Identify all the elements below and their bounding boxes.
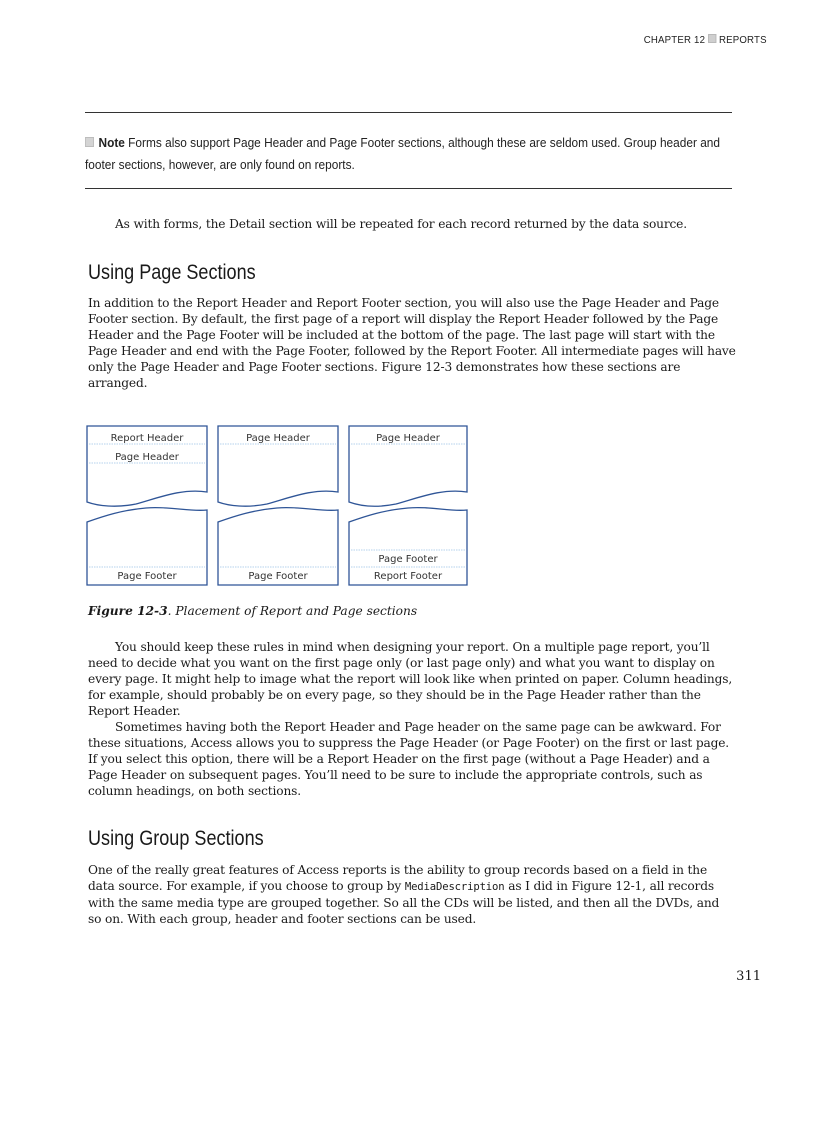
bottom-panel-1 [87, 508, 207, 585]
section-label: REPORTS [719, 34, 767, 46]
intro-paragraph: As with forms, the Detail section will be repeated for each record returned by the data source. [115, 217, 687, 231]
bottom-panel-3 [349, 508, 467, 585]
section-heading-group [88, 827, 292, 851]
group-sections-heading: Using Group Sections [88, 827, 264, 850]
note-top-rule [85, 112, 732, 113]
rules-paragraph-1: You should keep these rules in mind when designing your report. On a multiple page report, you’ll need to decide what you want on the first page only (or last page only) and what you want to display on every page. It might help to image what the report will look like when printed on paper. Column headings, for example, should probably be on every page, so they should be in the Page Header rather than the Report Header. [88, 640, 733, 718]
bottom-panel-3-line-2: Report Footer [373, 571, 443, 582]
top-panel-1-line-2: Page Header [115, 452, 179, 463]
page-sections-heading: Using Page Sections [88, 261, 256, 284]
group-paragraph-part-2: as I did in Figure 12-1, all records with the same media type are grouped together. So all the CDs will be listed, and then all the DVDs, and so on. With each group, header and footer sections can be used. [88, 879, 720, 926]
top-panel-1-line-1: Report Header [110, 433, 184, 444]
figure-12-3-diagram [86, 424, 476, 590]
caption-text: . Placement of Report and Page sections [167, 604, 418, 618]
group-sections-paragraph [88, 862, 736, 927]
group-paragraph-part-1: One of the really great features of Access reports is the ability to group records based on a field in the data source. For example, if you choose to group by [88, 863, 708, 893]
figure-caption [88, 604, 417, 618]
bottom-panel-3-line-1: Page Footer [378, 554, 438, 565]
top-panel-2-line-1: Page Header [246, 433, 310, 444]
code-media-description: MediaDescription [404, 881, 505, 893]
rules-paragraph-2: Sometimes having both the Report Header and Page header on the same page can be awkward. For these situations, Access allows you to suppress the Page Header (or Page Footer) on the first or last page. If you select this option, there will be a Report Header on the first page (without a Page Header) and a Page Header on subsequent pages. You’ll need to be sure to include the appropriate controls, such as column headings, on both sections. [88, 720, 730, 798]
page-number: 311 [736, 969, 761, 984]
top-panel-1 [87, 426, 207, 506]
top-panel-2 [218, 426, 338, 506]
caption-label: Figure 12-3 [88, 604, 168, 618]
note-label: Note [98, 135, 125, 150]
chapter-label: CHAPTER 12 [643, 34, 706, 46]
bottom-panel-2-line-1: Page Footer [248, 571, 308, 582]
note-box [85, 132, 735, 176]
bottom-panel-1-line-1: Page Footer [117, 571, 177, 582]
section-heading-page [88, 261, 283, 285]
note-text: Forms also support Page Header and Page Footer sections, although these are seldom used. Group header and footer sections, however, are only found on reports. [85, 135, 721, 172]
running-header [644, 34, 767, 46]
top-panel-3 [349, 426, 467, 506]
page-sections-paragraph: In addition to the Report Header and Report Footer section, you will also use the Page Header and Page Footer section. By default, the first page of a report will display the Report Header followed by the Page Header and the Page Footer will be included at the bottom of the page. The last page will start with the Page Header and end with the Page Footer, followed by the Report Footer. All intermediate pages will have only the Page Header and Page Footer sections. Figure 12-3 demonstrates how these sections are arranged. [88, 296, 736, 390]
separator-square-icon [708, 34, 716, 43]
note-bottom-rule [85, 188, 732, 189]
note-square-icon [85, 137, 94, 147]
bottom-panel-2 [218, 508, 338, 585]
top-panel-3-line-1: Page Header [376, 433, 440, 444]
